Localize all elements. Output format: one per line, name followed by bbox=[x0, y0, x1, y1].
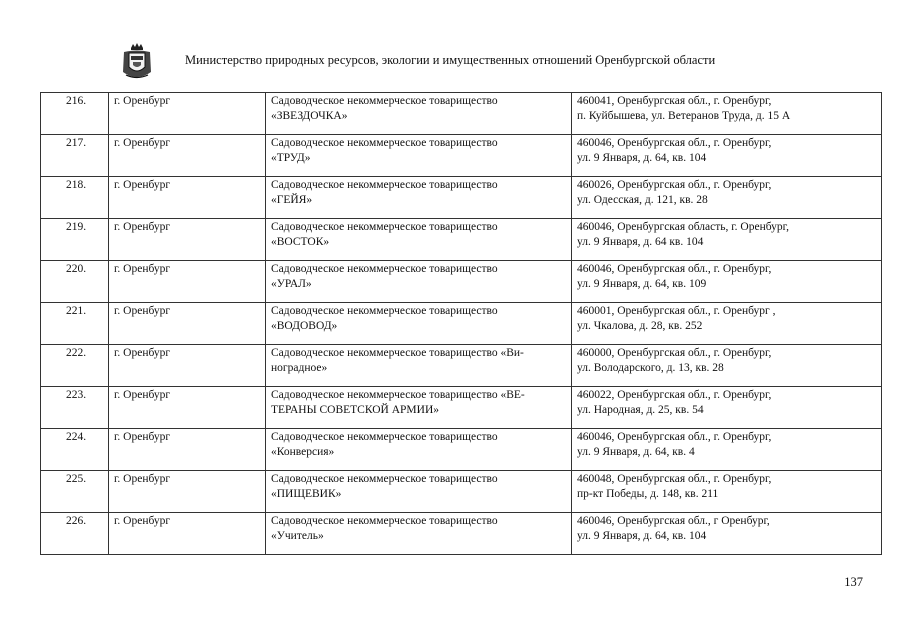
organization-name-cell bbox=[266, 303, 572, 345]
organization-name-line2: «Конверсия» bbox=[271, 446, 335, 458]
city-cell bbox=[109, 387, 266, 429]
address-line1: 460041, Оренбургская обл., г. Оренбург, bbox=[577, 95, 772, 107]
row-number-cell bbox=[41, 513, 109, 555]
organization-name-line1: Садоводческое некоммерческое товарищество bbox=[271, 137, 498, 149]
address-line2: ул. 9 Января, д. 64, кв. 104 bbox=[577, 152, 707, 164]
row-number-cell bbox=[41, 345, 109, 387]
address-cell bbox=[572, 135, 882, 177]
row-number-cell bbox=[41, 429, 109, 471]
organization-name-cell bbox=[266, 513, 572, 555]
address-line2: п. Куйбышева, ул. Ветеранов Труда, д. 15 А bbox=[577, 110, 791, 122]
city-cell bbox=[109, 513, 266, 555]
row-number: 217. bbox=[66, 137, 87, 149]
table-row bbox=[41, 135, 882, 177]
city-cell bbox=[109, 219, 266, 261]
table-row bbox=[41, 471, 882, 513]
organization-name-cell bbox=[266, 387, 572, 429]
address-line1: 460046, Оренбургская обл., г. Оренбург, bbox=[577, 263, 772, 275]
organization-name-cell bbox=[266, 219, 572, 261]
row-number: 224. bbox=[66, 431, 87, 443]
address-line2: пр-кт Победы, д. 148, кв. 211 bbox=[577, 488, 719, 500]
organization-name-cell bbox=[266, 429, 572, 471]
city-cell bbox=[109, 261, 266, 303]
city-text: г. Оренбург bbox=[114, 305, 171, 317]
organization-name-line1: Садоводческое некоммерческое товарищество bbox=[271, 515, 498, 527]
address-line1: 460046, Оренбургская обл., г. Оренбург, bbox=[577, 137, 772, 149]
table-row bbox=[41, 177, 882, 219]
city-text: г. Оренбург bbox=[114, 221, 171, 233]
city-text: г. Оренбург bbox=[114, 95, 171, 107]
city-text: г. Оренбург bbox=[114, 389, 171, 401]
organization-name-cell bbox=[266, 135, 572, 177]
registry-table-body bbox=[41, 93, 882, 555]
organization-name-line2: «УРАЛ» bbox=[271, 278, 312, 290]
organization-name-line1: Садоводческое некоммерческое товарищество bbox=[271, 305, 498, 317]
organization-name-line1: Садоводческое некоммерческое товарищество bbox=[271, 473, 498, 485]
city-cell bbox=[109, 177, 266, 219]
city-text: г. Оренбург bbox=[114, 515, 171, 527]
row-number-cell bbox=[41, 471, 109, 513]
table-row bbox=[41, 513, 882, 555]
row-number-cell bbox=[41, 261, 109, 303]
address-cell bbox=[572, 345, 882, 387]
organization-name-line2: ТЕРАНЫ СОВЕТСКОЙ АРМИИ» bbox=[271, 404, 440, 416]
address-line1: 460022, Оренбургская обл., г. Оренбург, bbox=[577, 389, 772, 401]
city-cell bbox=[109, 429, 266, 471]
row-number-cell bbox=[41, 93, 109, 135]
address-cell bbox=[572, 471, 882, 513]
row-number-cell bbox=[41, 135, 109, 177]
city-text: г. Оренбург bbox=[114, 179, 171, 191]
table-row bbox=[41, 387, 882, 429]
address-cell bbox=[572, 303, 882, 345]
address-line2: ул. 9 Января, д. 64, кв. 109 bbox=[577, 278, 707, 290]
city-cell bbox=[109, 471, 266, 513]
city-text: г. Оренбург bbox=[114, 263, 171, 275]
address-line2: ул. Володарского, д. 13, кв. 28 bbox=[577, 362, 724, 374]
organization-name-cell bbox=[266, 261, 572, 303]
address-line1: 460000, Оренбургская обл., г. Оренбург, bbox=[577, 347, 772, 359]
address-line1: 460001, Оренбургская обл., г. Оренбург , bbox=[577, 305, 776, 317]
organization-name-line2: «ВОСТОК» bbox=[271, 236, 330, 248]
row-number: 216. bbox=[66, 95, 87, 107]
row-number: 223. bbox=[66, 389, 87, 401]
table-row bbox=[41, 429, 882, 471]
table-row bbox=[41, 93, 882, 135]
city-text: г. Оренбург bbox=[114, 473, 171, 485]
organization-name-line1: Садоводческое некоммерческое товарищество bbox=[271, 263, 498, 275]
address-line1: 460026, Оренбургская обл., г. Оренбург, bbox=[577, 179, 772, 191]
organization-name-cell bbox=[266, 345, 572, 387]
organization-name-line1: Садоводческое некоммерческое товарищество bbox=[271, 221, 498, 233]
row-number-cell bbox=[41, 387, 109, 429]
organization-name-line2: «ЗВЕЗДОЧКА» bbox=[271, 110, 348, 122]
row-number: 225. bbox=[66, 473, 87, 485]
row-number: 220. bbox=[66, 263, 87, 275]
table-row bbox=[41, 345, 882, 387]
organization-name-line1: Садоводческое некоммерческое товарищество bbox=[271, 95, 498, 107]
organization-name-cell bbox=[266, 93, 572, 135]
organization-name-line1: Садоводческое некоммерческое товарищество bbox=[271, 431, 498, 443]
row-number: 218. bbox=[66, 179, 87, 191]
address-line2: ул. Народная, д. 25, кв. 54 bbox=[577, 404, 704, 416]
organization-name-line2: «ТРУД» bbox=[271, 152, 311, 164]
registry-table bbox=[40, 92, 882, 555]
address-cell bbox=[572, 261, 882, 303]
page-header-title: Министерство природных ресурсов, экологии и имущественных отношений Оренбургской области bbox=[185, 53, 716, 67]
organization-name-line2: «ГЕЙЯ» bbox=[271, 194, 313, 206]
table-row bbox=[41, 261, 882, 303]
address-cell bbox=[572, 93, 882, 135]
organization-name-line2: «Учитель» bbox=[271, 530, 324, 542]
organization-name-cell bbox=[266, 177, 572, 219]
city-cell bbox=[109, 93, 266, 135]
organization-name-line2: «ПИЩЕВИК» bbox=[271, 488, 342, 500]
city-text: г. Оренбург bbox=[114, 347, 171, 359]
city-cell bbox=[109, 135, 266, 177]
address-cell bbox=[572, 429, 882, 471]
row-number-cell bbox=[41, 219, 109, 261]
address-line2: ул. 9 Января, д. 64, кв. 4 bbox=[577, 446, 695, 458]
address-cell bbox=[572, 513, 882, 555]
address-cell bbox=[572, 219, 882, 261]
organization-name-line1: Садоводческое некоммерческое товарищество «ВЕ- bbox=[271, 389, 525, 401]
address-line2: ул. 9 Января, д. 64 кв. 104 bbox=[577, 236, 704, 248]
orenburg-coat-of-arms-icon bbox=[120, 42, 154, 82]
page-number: 137 bbox=[844, 575, 863, 589]
city-text: г. Оренбург bbox=[114, 431, 171, 443]
table-row bbox=[41, 303, 882, 345]
organization-name-line2: ноградное» bbox=[271, 362, 328, 374]
address-line1: 460046, Оренбургская обл., г Оренбург, bbox=[577, 515, 770, 527]
address-line2: ул. Чкалова, д. 28, кв. 252 bbox=[577, 320, 703, 332]
address-cell bbox=[572, 177, 882, 219]
table-row bbox=[41, 219, 882, 261]
row-number-cell bbox=[41, 303, 109, 345]
organization-name-line1: Садоводческое некоммерческое товарищество «Ви- bbox=[271, 347, 524, 359]
address-line1: 460046, Оренбургская область, г. Оренбург, bbox=[577, 221, 789, 233]
address-cell bbox=[572, 387, 882, 429]
row-number: 221. bbox=[66, 305, 87, 317]
address-line2: ул. Одесская, д. 121, кв. 28 bbox=[577, 194, 708, 206]
city-text: г. Оренбург bbox=[114, 137, 171, 149]
row-number: 219. bbox=[66, 221, 87, 233]
row-number-cell bbox=[41, 177, 109, 219]
organization-name-line2: «ВОДОВОД» bbox=[271, 320, 338, 332]
row-number: 226. bbox=[66, 515, 87, 527]
address-line2: ул. 9 Января, д. 64, кв. 104 bbox=[577, 530, 707, 542]
city-cell bbox=[109, 345, 266, 387]
city-cell bbox=[109, 303, 266, 345]
organization-name-cell bbox=[266, 471, 572, 513]
address-line1: 460048, Оренбургская обл., г. Оренбург, bbox=[577, 473, 772, 485]
organization-name-line1: Садоводческое некоммерческое товарищество bbox=[271, 179, 498, 191]
row-number: 222. bbox=[66, 347, 87, 359]
address-line1: 460046, Оренбургская обл., г. Оренбург, bbox=[577, 431, 772, 443]
